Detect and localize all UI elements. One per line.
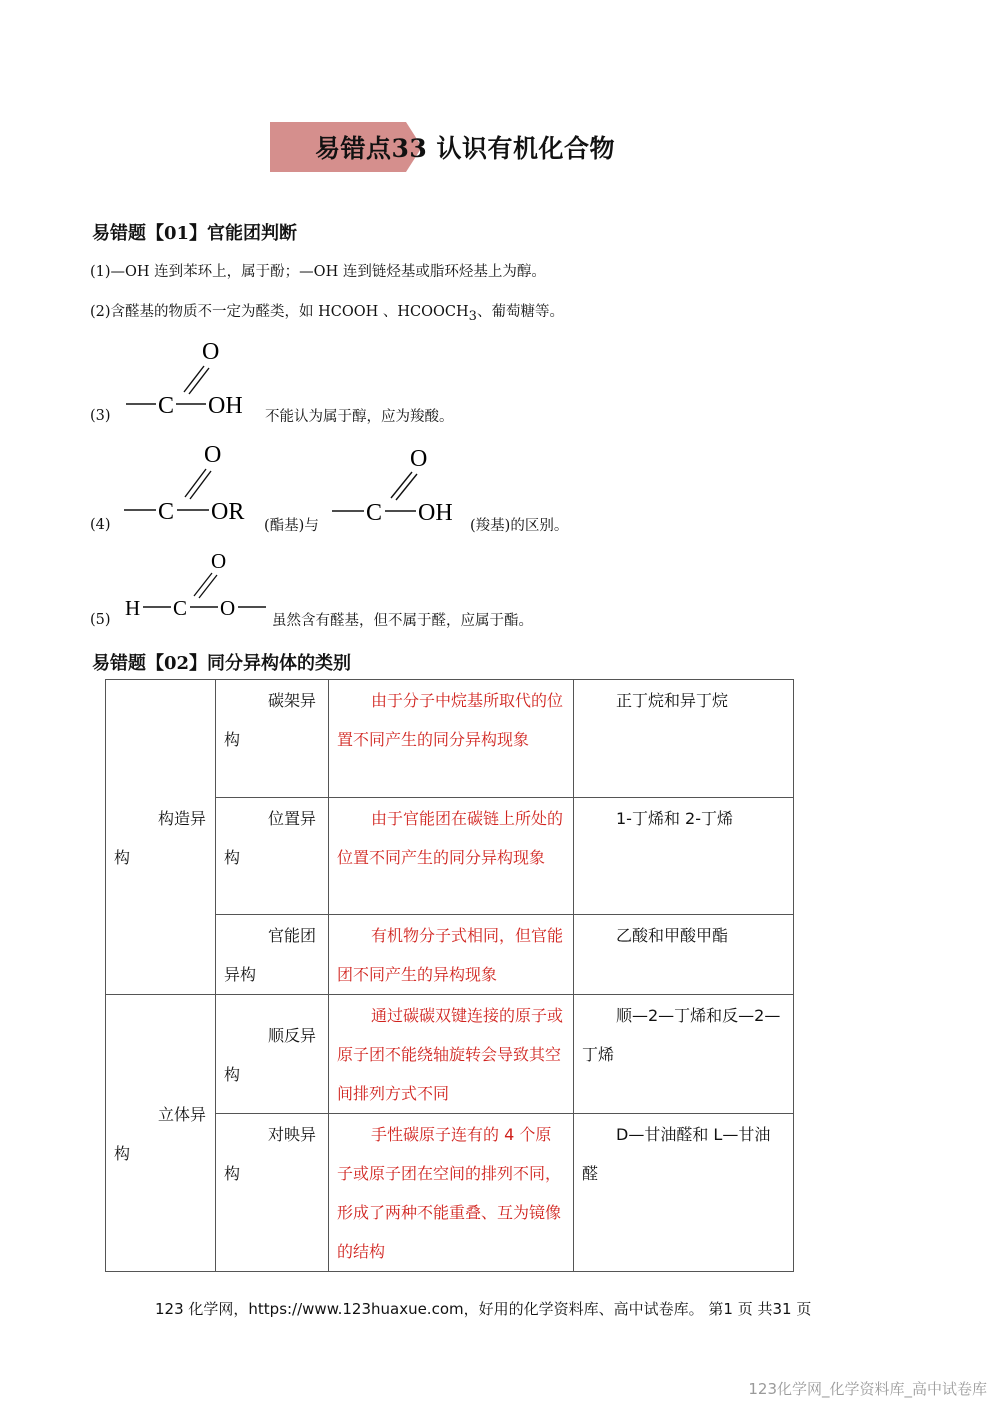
table-cell-group: 构造异构 [106, 680, 216, 995]
table-cell-type: 碳架异构 [216, 680, 329, 798]
atom-o: O [410, 446, 428, 472]
item-5-text: 虽然含有醛基，但不属于醛，应属于酯。 [272, 613, 533, 629]
item-4-end: (羧基)的区别。 [470, 518, 569, 534]
item-5-number: (5) [90, 612, 111, 628]
table-cell-example: D—甘油醛和 L—甘油醛 [574, 1114, 794, 1272]
item-1: (1)—OH 连到苯环上，属于酚；—OH 连到链烃基或脂环烃基上为醇。 [90, 264, 546, 280]
atom-c: C [158, 393, 175, 419]
atom-h: H [125, 596, 141, 620]
group-or: OR [211, 499, 245, 525]
table-cell-desc: 由于分子中烷基所取代的位置不同产生的同分异构现象 [329, 680, 574, 798]
group-oh: OH [418, 500, 453, 526]
item-4-mid: (酯基)与 [264, 518, 319, 534]
table-cell-example: 正丁烷和异丁烷 [574, 680, 794, 798]
table-cell-type: 顺反异构 [216, 995, 329, 1114]
page-footer: 123 化学网，https://www.123huaxue.com，好用的化学资料库、高中试卷库。 第1 页 共31 页 [155, 1300, 812, 1318]
atom-o: O [202, 339, 220, 365]
table-cell-desc: 有机物分子式相同，但官能团不同产生的异构现象 [329, 915, 574, 995]
carboxyl-structure-2 [330, 440, 470, 532]
formate-structure [122, 545, 272, 623]
atom-o-single: O [220, 596, 236, 620]
atom-c: C [158, 499, 175, 525]
isomer-table [105, 679, 794, 1272]
atom-o: O [211, 549, 227, 573]
table-cell-desc: 手性碳原子连有的 4 个原子或原子团在空间的排列不同，形成了两种不能重叠、互为镜像的结构 [329, 1114, 574, 1272]
group-oh: OH [208, 393, 243, 419]
table-cell-desc: 通过碳碳双键连接的原子或原子团不能绕轴旋转会导致其空间排列方式不同 [329, 995, 574, 1114]
table-cell-type: 对映异构 [216, 1114, 329, 1272]
table-cell-example: 乙酸和甲酸甲酯 [574, 915, 794, 995]
table-cell-type: 位置异构 [216, 798, 329, 915]
table-cell-example: 顺—2—丁烯和反—2—丁烯 [574, 995, 794, 1114]
atom-c: C [366, 500, 383, 526]
item-2: (2)含醛基的物质不一定为醛类，如 HCOOH 、$HCOOCH_3$、葡萄糖等。 [90, 304, 564, 324]
item-4-number: (4) [90, 517, 111, 533]
watermark-text: 123化学网_化学资料库_高中试卷库 [748, 1380, 987, 1398]
atom-o: O [204, 442, 222, 468]
ester-structure [120, 437, 265, 532]
item-3-number: (3) [90, 408, 111, 424]
atom-c: C [173, 596, 188, 620]
item-3-text: 不能认为属于醇，应为羧酸。 [265, 409, 454, 425]
table-cell-type: 官能团异构 [216, 915, 329, 995]
page-title: 易错点33 认识有机化合物 [315, 134, 615, 163]
table-cell-example: 1-丁烯和 2-丁烯 [574, 798, 794, 915]
section-heading-01: 易错题【01】官能团判断 [92, 223, 298, 244]
table-cell-desc: 由于官能团在碳链上所处的位置不同产生的同分异构现象 [329, 798, 574, 915]
section-heading-02: 易错题【02】同分异构体的类别 [92, 653, 352, 674]
carboxyl-structure-1 [120, 335, 265, 425]
table-cell-group: 立体异构 [106, 995, 216, 1272]
